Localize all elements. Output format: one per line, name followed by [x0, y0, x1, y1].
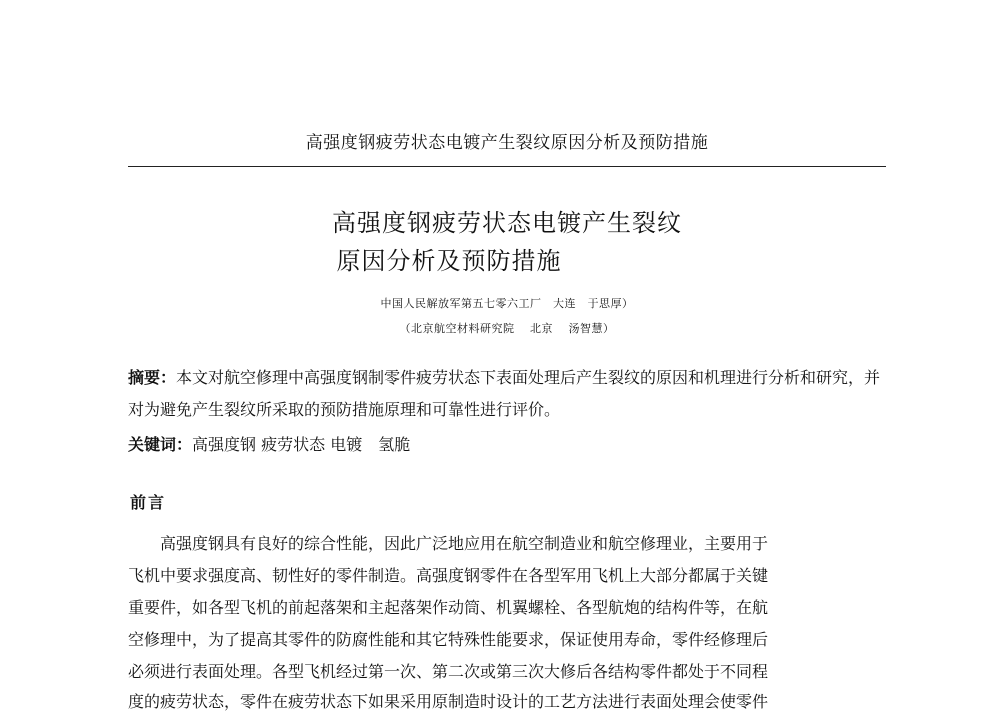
- author-affiliation-2: （北京航空材料研究院 北京 汤智慧）: [399, 322, 615, 335]
- body-line: 飞机中要求强度高、韧性好的零件制造。高强度钢零件在各型军用飞机上大部分都属于关键: [128, 566, 769, 585]
- running-header: 高强度钢疲劳状态电镀产生裂纹原因分析及预防措施: [305, 133, 709, 153]
- paper-title-line-2: 原因分析及预防措施: [336, 247, 562, 275]
- author-affiliation-1: 中国人民解放军第五七零六工厂 大连 于思厚）: [380, 297, 634, 310]
- body-line: 空修理中，为了提高其零件的防腐性能和其它特殊性能要求，保证使用寿命，零件经修理后: [128, 630, 769, 649]
- abstract-label: 摘要：: [128, 368, 177, 387]
- keywords-label: 关键词：: [128, 435, 193, 454]
- body-line: 重要件，如各型飞机的前起落架和主起落架作动筒、机翼螺栓、各型航炮的结构件等，在航: [128, 598, 769, 617]
- abstract-text: 本文对航空修理中高强度钢制零件疲劳状态下表面处理后产生裂纹的原因和机理进行分析和研究，并对为避免产生裂纹所采取的预防措施原理和可靠性进行评价。: [128, 368, 881, 419]
- body-line: 必须进行表面处理。各型飞机经过第一次、第二次或第三次大修后各结构零件都处于不同程: [128, 662, 769, 681]
- paper-title-line-1: 高强度钢疲劳状态电镀产生裂纹: [332, 209, 682, 237]
- keywords: [128, 429, 886, 461]
- body-line: 度的疲劳状态，零件在疲劳状态下如果采用原制造时设计的工艺方法进行表面处理会使零件: [128, 692, 769, 711]
- abstract: [128, 362, 886, 426]
- body-line: 高强度钢具有良好的综合性能，因此广泛地应用在航空制造业和航空修理业，主要用于: [160, 534, 769, 553]
- header-rule: [128, 166, 886, 167]
- keywords-text: 高强度钢 疲劳状态 电镀 氢脆: [192, 435, 411, 454]
- section-heading: 前言: [130, 493, 167, 512]
